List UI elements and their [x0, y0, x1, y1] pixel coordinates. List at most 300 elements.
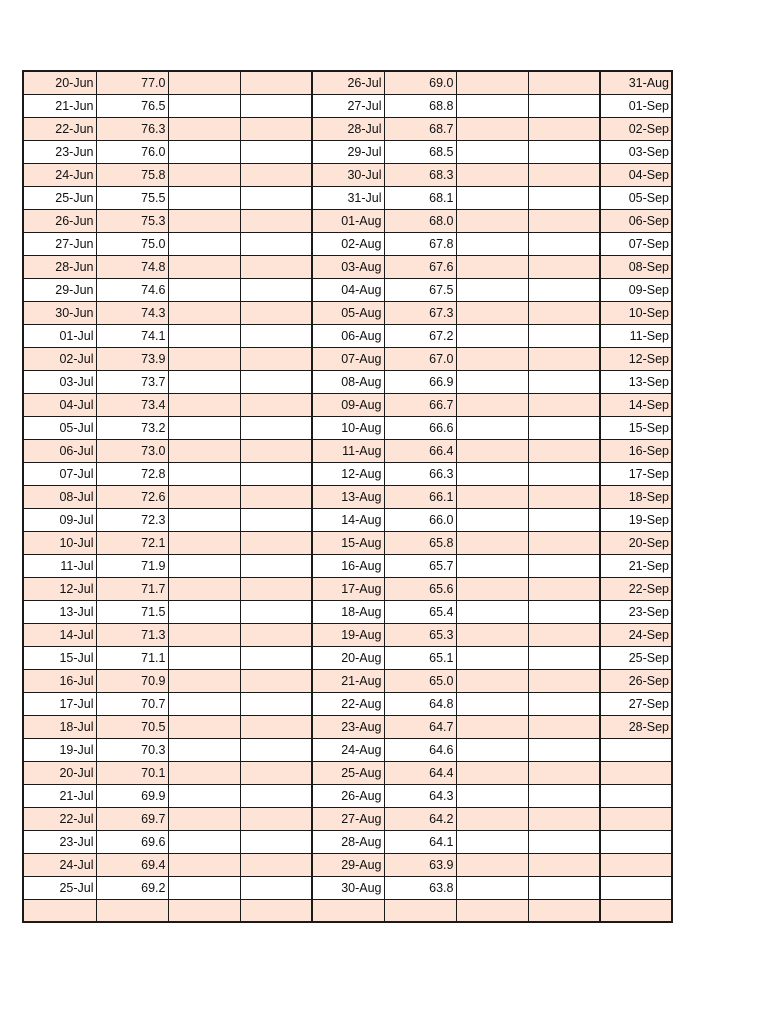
blank-cell[interactable] — [528, 371, 600, 394]
date-cell[interactable]: 29-Jun — [23, 279, 96, 302]
blank-cell[interactable] — [168, 739, 240, 762]
blank-cell[interactable] — [456, 716, 528, 739]
blank-cell[interactable] — [168, 348, 240, 371]
value-cell[interactable]: 65.4 — [384, 601, 456, 624]
value-cell[interactable]: 71.3 — [96, 624, 168, 647]
date-cell[interactable]: 27-Aug — [312, 808, 384, 831]
date-cell[interactable]: 28-Jun — [23, 256, 96, 279]
date-cell[interactable]: 26-Sep — [600, 670, 672, 693]
date-cell[interactable]: 01-Aug — [312, 210, 384, 233]
date-cell[interactable]: 24-Jul — [23, 854, 96, 877]
blank-cell[interactable] — [240, 532, 312, 555]
blank-cell[interactable] — [168, 762, 240, 785]
date-cell[interactable] — [600, 877, 672, 900]
date-cell[interactable]: 19-Sep — [600, 509, 672, 532]
blank-cell[interactable] — [240, 279, 312, 302]
blank-cell[interactable] — [240, 670, 312, 693]
blank-cell[interactable] — [240, 486, 312, 509]
blank-cell[interactable] — [240, 141, 312, 164]
blank-cell[interactable] — [168, 371, 240, 394]
date-cell[interactable] — [600, 762, 672, 785]
blank-cell[interactable] — [240, 877, 312, 900]
value-cell[interactable]: 69.2 — [96, 877, 168, 900]
blank-cell[interactable] — [168, 233, 240, 256]
blank-cell[interactable] — [456, 348, 528, 371]
date-cell[interactable] — [600, 739, 672, 762]
value-cell[interactable]: 74.8 — [96, 256, 168, 279]
blank-cell[interactable] — [240, 762, 312, 785]
date-cell[interactable]: 25-Jun — [23, 187, 96, 210]
value-cell[interactable]: 72.6 — [96, 486, 168, 509]
blank-cell[interactable] — [456, 141, 528, 164]
date-cell[interactable]: 03-Jul — [23, 371, 96, 394]
value-cell[interactable]: 73.4 — [96, 394, 168, 417]
blank-cell[interactable] — [168, 256, 240, 279]
value-cell[interactable]: 66.7 — [384, 394, 456, 417]
blank-cell[interactable] — [240, 71, 312, 95]
blank-cell[interactable] — [168, 440, 240, 463]
date-cell[interactable]: 11-Aug — [312, 440, 384, 463]
value-cell[interactable]: 72.3 — [96, 509, 168, 532]
blank-cell[interactable] — [168, 71, 240, 95]
blank-cell[interactable] — [528, 279, 600, 302]
blank-cell[interactable] — [168, 509, 240, 532]
blank-cell[interactable] — [168, 394, 240, 417]
value-cell[interactable]: 75.3 — [96, 210, 168, 233]
blank-cell[interactable] — [240, 348, 312, 371]
blank-cell[interactable] — [168, 187, 240, 210]
blank-cell[interactable] — [528, 187, 600, 210]
date-cell[interactable]: 08-Aug — [312, 371, 384, 394]
date-cell[interactable]: 19-Jul — [23, 739, 96, 762]
date-cell[interactable]: 27-Jul — [312, 95, 384, 118]
date-cell[interactable]: 14-Sep — [600, 394, 672, 417]
blank-cell[interactable] — [528, 808, 600, 831]
blank-cell[interactable] — [456, 325, 528, 348]
blank-cell[interactable] — [528, 71, 600, 95]
blank-cell[interactable] — [168, 877, 240, 900]
blank-cell[interactable] — [528, 233, 600, 256]
blank-cell[interactable] — [240, 164, 312, 187]
blank-cell[interactable] — [168, 302, 240, 325]
date-cell[interactable]: 05-Sep — [600, 187, 672, 210]
date-cell[interactable]: 01-Jul — [23, 325, 96, 348]
date-cell[interactable]: 24-Sep — [600, 624, 672, 647]
value-cell[interactable]: 66.4 — [384, 440, 456, 463]
value-cell[interactable]: 68.5 — [384, 141, 456, 164]
value-cell[interactable]: 69.4 — [96, 854, 168, 877]
blank-cell[interactable] — [456, 279, 528, 302]
blank-cell[interactable] — [168, 95, 240, 118]
date-cell[interactable]: 20-Sep — [600, 532, 672, 555]
date-cell[interactable]: 16-Aug — [312, 555, 384, 578]
date-cell[interactable]: 31-Jul — [312, 187, 384, 210]
value-cell[interactable]: 68.1 — [384, 187, 456, 210]
date-cell[interactable]: 19-Aug — [312, 624, 384, 647]
date-cell[interactable]: 22-Jul — [23, 808, 96, 831]
date-cell[interactable]: 27-Jun — [23, 233, 96, 256]
date-cell[interactable]: 04-Sep — [600, 164, 672, 187]
date-cell[interactable]: 15-Sep — [600, 417, 672, 440]
value-cell[interactable]: 66.0 — [384, 509, 456, 532]
blank-cell[interactable] — [168, 279, 240, 302]
value-cell[interactable]: 68.8 — [384, 95, 456, 118]
blank-cell[interactable] — [168, 578, 240, 601]
date-cell[interactable]: 28-Aug — [312, 831, 384, 854]
date-cell[interactable] — [600, 854, 672, 877]
blank-cell[interactable] — [240, 371, 312, 394]
date-cell[interactable]: 02-Jul — [23, 348, 96, 371]
date-cell[interactable]: 16-Sep — [600, 440, 672, 463]
date-cell[interactable]: 20-Jul — [23, 762, 96, 785]
blank-cell[interactable] — [528, 348, 600, 371]
value-cell[interactable]: 65.7 — [384, 555, 456, 578]
date-cell[interactable]: 20-Aug — [312, 647, 384, 670]
date-cell[interactable]: 18-Jul — [23, 716, 96, 739]
date-cell[interactable] — [600, 900, 672, 923]
date-cell[interactable]: 28-Jul — [312, 118, 384, 141]
blank-cell[interactable] — [456, 900, 528, 923]
value-cell[interactable]: 75.0 — [96, 233, 168, 256]
date-cell[interactable]: 23-Jun — [23, 141, 96, 164]
blank-cell[interactable] — [168, 463, 240, 486]
value-cell[interactable]: 65.0 — [384, 670, 456, 693]
date-cell[interactable]: 11-Jul — [23, 555, 96, 578]
date-cell[interactable]: 23-Aug — [312, 716, 384, 739]
value-cell[interactable]: 76.0 — [96, 141, 168, 164]
date-cell[interactable]: 21-Jul — [23, 785, 96, 808]
value-cell[interactable]: 71.1 — [96, 647, 168, 670]
blank-cell[interactable] — [528, 555, 600, 578]
blank-cell[interactable] — [456, 785, 528, 808]
blank-cell[interactable] — [456, 555, 528, 578]
date-cell[interactable]: 29-Aug — [312, 854, 384, 877]
value-cell[interactable]: 67.2 — [384, 325, 456, 348]
date-cell[interactable]: 07-Jul — [23, 463, 96, 486]
date-cell[interactable]: 07-Sep — [600, 233, 672, 256]
blank-cell[interactable] — [528, 463, 600, 486]
date-cell[interactable]: 25-Jul — [23, 877, 96, 900]
blank-cell[interactable] — [168, 210, 240, 233]
date-cell[interactable]: 06-Aug — [312, 325, 384, 348]
value-cell[interactable]: 67.6 — [384, 256, 456, 279]
blank-cell[interactable] — [240, 900, 312, 923]
value-cell[interactable]: 64.8 — [384, 693, 456, 716]
date-cell[interactable]: 15-Aug — [312, 532, 384, 555]
blank-cell[interactable] — [168, 647, 240, 670]
date-cell[interactable]: 18-Sep — [600, 486, 672, 509]
blank-cell[interactable] — [528, 509, 600, 532]
blank-cell[interactable] — [240, 739, 312, 762]
blank-cell[interactable] — [456, 831, 528, 854]
blank-cell[interactable] — [168, 141, 240, 164]
date-cell[interactable]: 21-Aug — [312, 670, 384, 693]
date-cell[interactable]: 04-Aug — [312, 279, 384, 302]
value-cell[interactable]: 71.5 — [96, 601, 168, 624]
value-cell[interactable]: 76.3 — [96, 118, 168, 141]
value-cell[interactable]: 69.7 — [96, 808, 168, 831]
date-cell[interactable]: 14-Jul — [23, 624, 96, 647]
blank-cell[interactable] — [456, 762, 528, 785]
value-cell[interactable]: 70.1 — [96, 762, 168, 785]
value-cell[interactable]: 66.6 — [384, 417, 456, 440]
value-cell[interactable]: 72.1 — [96, 532, 168, 555]
date-cell[interactable]: 10-Jul — [23, 532, 96, 555]
date-cell[interactable] — [23, 900, 96, 923]
value-cell[interactable]: 68.3 — [384, 164, 456, 187]
blank-cell[interactable] — [168, 486, 240, 509]
blank-cell[interactable] — [168, 900, 240, 923]
blank-cell[interactable] — [528, 118, 600, 141]
blank-cell[interactable] — [456, 71, 528, 95]
value-cell[interactable]: 64.2 — [384, 808, 456, 831]
date-cell[interactable]: 17-Aug — [312, 578, 384, 601]
value-cell[interactable]: 76.5 — [96, 95, 168, 118]
value-cell[interactable]: 69.9 — [96, 785, 168, 808]
value-cell[interactable]: 70.3 — [96, 739, 168, 762]
blank-cell[interactable] — [456, 440, 528, 463]
value-cell[interactable]: 68.0 — [384, 210, 456, 233]
blank-cell[interactable] — [528, 762, 600, 785]
blank-cell[interactable] — [456, 302, 528, 325]
value-cell[interactable]: 71.7 — [96, 578, 168, 601]
date-cell[interactable]: 20-Jun — [23, 71, 96, 95]
date-cell[interactable]: 30-Jul — [312, 164, 384, 187]
blank-cell[interactable] — [528, 739, 600, 762]
value-cell[interactable]: 65.1 — [384, 647, 456, 670]
blank-cell[interactable] — [240, 578, 312, 601]
blank-cell[interactable] — [240, 233, 312, 256]
blank-cell[interactable] — [168, 417, 240, 440]
blank-cell[interactable] — [456, 693, 528, 716]
date-cell[interactable]: 17-Sep — [600, 463, 672, 486]
blank-cell[interactable] — [168, 693, 240, 716]
blank-cell[interactable] — [240, 693, 312, 716]
blank-cell[interactable] — [456, 394, 528, 417]
date-cell[interactable]: 05-Jul — [23, 417, 96, 440]
blank-cell[interactable] — [168, 716, 240, 739]
blank-cell[interactable] — [456, 164, 528, 187]
date-cell[interactable]: 15-Jul — [23, 647, 96, 670]
blank-cell[interactable] — [240, 785, 312, 808]
date-cell[interactable]: 12-Sep — [600, 348, 672, 371]
blank-cell[interactable] — [528, 647, 600, 670]
value-cell[interactable]: 73.9 — [96, 348, 168, 371]
value-cell[interactable]: 65.8 — [384, 532, 456, 555]
date-cell[interactable]: 23-Sep — [600, 601, 672, 624]
blank-cell[interactable] — [528, 601, 600, 624]
date-cell[interactable]: 08-Jul — [23, 486, 96, 509]
blank-cell[interactable] — [240, 210, 312, 233]
value-cell[interactable]: 73.0 — [96, 440, 168, 463]
value-cell[interactable]: 75.8 — [96, 164, 168, 187]
blank-cell[interactable] — [528, 486, 600, 509]
value-cell[interactable]: 73.7 — [96, 371, 168, 394]
value-cell[interactable]: 63.8 — [384, 877, 456, 900]
blank-cell[interactable] — [168, 785, 240, 808]
date-cell[interactable]: 16-Jul — [23, 670, 96, 693]
blank-cell[interactable] — [240, 417, 312, 440]
blank-cell[interactable] — [456, 371, 528, 394]
date-cell[interactable]: 02-Sep — [600, 118, 672, 141]
date-cell[interactable]: 28-Sep — [600, 716, 672, 739]
date-cell[interactable]: 22-Sep — [600, 578, 672, 601]
date-cell[interactable]: 17-Jul — [23, 693, 96, 716]
blank-cell[interactable] — [528, 417, 600, 440]
blank-cell[interactable] — [240, 555, 312, 578]
blank-cell[interactable] — [456, 95, 528, 118]
value-cell[interactable]: 72.8 — [96, 463, 168, 486]
blank-cell[interactable] — [528, 394, 600, 417]
blank-cell[interactable] — [168, 164, 240, 187]
blank-cell[interactable] — [456, 854, 528, 877]
blank-cell[interactable] — [168, 808, 240, 831]
date-cell[interactable]: 24-Aug — [312, 739, 384, 762]
blank-cell[interactable] — [240, 187, 312, 210]
blank-cell[interactable] — [240, 325, 312, 348]
blank-cell[interactable] — [528, 854, 600, 877]
blank-cell[interactable] — [168, 555, 240, 578]
value-cell[interactable]: 64.1 — [384, 831, 456, 854]
blank-cell[interactable] — [528, 877, 600, 900]
blank-cell[interactable] — [240, 716, 312, 739]
blank-cell[interactable] — [240, 95, 312, 118]
date-cell[interactable]: 05-Aug — [312, 302, 384, 325]
blank-cell[interactable] — [240, 601, 312, 624]
value-cell[interactable] — [384, 900, 456, 923]
blank-cell[interactable] — [456, 601, 528, 624]
blank-cell[interactable] — [168, 854, 240, 877]
blank-cell[interactable] — [528, 256, 600, 279]
value-cell[interactable]: 64.4 — [384, 762, 456, 785]
date-cell[interactable] — [600, 831, 672, 854]
value-cell[interactable]: 70.7 — [96, 693, 168, 716]
date-cell[interactable]: 13-Jul — [23, 601, 96, 624]
blank-cell[interactable] — [456, 486, 528, 509]
value-cell[interactable]: 73.2 — [96, 417, 168, 440]
blank-cell[interactable] — [528, 900, 600, 923]
date-cell[interactable]: 10-Aug — [312, 417, 384, 440]
blank-cell[interactable] — [528, 325, 600, 348]
blank-cell[interactable] — [168, 325, 240, 348]
blank-cell[interactable] — [240, 831, 312, 854]
value-cell[interactable]: 70.9 — [96, 670, 168, 693]
blank-cell[interactable] — [528, 624, 600, 647]
value-cell[interactable]: 64.3 — [384, 785, 456, 808]
value-cell[interactable] — [96, 900, 168, 923]
blank-cell[interactable] — [240, 302, 312, 325]
blank-cell[interactable] — [456, 187, 528, 210]
blank-cell[interactable] — [528, 831, 600, 854]
date-cell[interactable]: 09-Jul — [23, 509, 96, 532]
date-cell[interactable]: 26-Jul — [312, 71, 384, 95]
blank-cell[interactable] — [168, 670, 240, 693]
date-cell[interactable]: 04-Jul — [23, 394, 96, 417]
value-cell[interactable]: 77.0 — [96, 71, 168, 95]
blank-cell[interactable] — [528, 164, 600, 187]
date-cell[interactable]: 18-Aug — [312, 601, 384, 624]
blank-cell[interactable] — [456, 509, 528, 532]
date-cell[interactable]: 12-Aug — [312, 463, 384, 486]
blank-cell[interactable] — [456, 670, 528, 693]
value-cell[interactable]: 67.0 — [384, 348, 456, 371]
value-cell[interactable]: 67.5 — [384, 279, 456, 302]
date-cell[interactable]: 23-Jul — [23, 831, 96, 854]
date-cell[interactable]: 24-Jun — [23, 164, 96, 187]
blank-cell[interactable] — [456, 210, 528, 233]
value-cell[interactable]: 69.6 — [96, 831, 168, 854]
value-cell[interactable]: 64.6 — [384, 739, 456, 762]
date-cell[interactable]: 06-Jul — [23, 440, 96, 463]
blank-cell[interactable] — [168, 831, 240, 854]
blank-cell[interactable] — [456, 233, 528, 256]
blank-cell[interactable] — [528, 141, 600, 164]
blank-cell[interactable] — [528, 440, 600, 463]
blank-cell[interactable] — [240, 647, 312, 670]
blank-cell[interactable] — [456, 463, 528, 486]
date-cell[interactable]: 25-Aug — [312, 762, 384, 785]
date-cell[interactable]: 02-Aug — [312, 233, 384, 256]
value-cell[interactable]: 68.7 — [384, 118, 456, 141]
date-cell[interactable]: 06-Sep — [600, 210, 672, 233]
blank-cell[interactable] — [456, 256, 528, 279]
date-cell[interactable]: 31-Aug — [600, 71, 672, 95]
blank-cell[interactable] — [456, 578, 528, 601]
date-cell[interactable]: 22-Jun — [23, 118, 96, 141]
value-cell[interactable]: 74.6 — [96, 279, 168, 302]
blank-cell[interactable] — [168, 624, 240, 647]
date-cell[interactable]: 13-Aug — [312, 486, 384, 509]
date-cell[interactable]: 26-Aug — [312, 785, 384, 808]
value-cell[interactable]: 67.3 — [384, 302, 456, 325]
date-cell[interactable]: 08-Sep — [600, 256, 672, 279]
value-cell[interactable]: 71.9 — [96, 555, 168, 578]
blank-cell[interactable] — [240, 440, 312, 463]
blank-cell[interactable] — [240, 118, 312, 141]
blank-cell[interactable] — [240, 854, 312, 877]
date-cell[interactable] — [312, 900, 384, 923]
blank-cell[interactable] — [528, 302, 600, 325]
value-cell[interactable]: 66.9 — [384, 371, 456, 394]
value-cell[interactable]: 67.8 — [384, 233, 456, 256]
blank-cell[interactable] — [456, 739, 528, 762]
value-cell[interactable]: 69.0 — [384, 71, 456, 95]
blank-cell[interactable] — [528, 210, 600, 233]
date-cell[interactable]: 29-Jul — [312, 141, 384, 164]
blank-cell[interactable] — [528, 578, 600, 601]
value-cell[interactable]: 66.3 — [384, 463, 456, 486]
value-cell[interactable]: 65.6 — [384, 578, 456, 601]
blank-cell[interactable] — [456, 118, 528, 141]
blank-cell[interactable] — [240, 256, 312, 279]
blank-cell[interactable] — [240, 509, 312, 532]
value-cell[interactable]: 74.1 — [96, 325, 168, 348]
value-cell[interactable]: 70.5 — [96, 716, 168, 739]
date-cell[interactable]: 21-Sep — [600, 555, 672, 578]
date-cell[interactable]: 11-Sep — [600, 325, 672, 348]
blank-cell[interactable] — [456, 877, 528, 900]
blank-cell[interactable] — [240, 624, 312, 647]
date-cell[interactable]: 21-Jun — [23, 95, 96, 118]
date-cell[interactable]: 13-Sep — [600, 371, 672, 394]
value-cell[interactable]: 74.3 — [96, 302, 168, 325]
blank-cell[interactable] — [240, 808, 312, 831]
blank-cell[interactable] — [528, 693, 600, 716]
value-cell[interactable]: 75.5 — [96, 187, 168, 210]
date-cell[interactable]: 09-Sep — [600, 279, 672, 302]
blank-cell[interactable] — [456, 532, 528, 555]
date-cell[interactable]: 09-Aug — [312, 394, 384, 417]
